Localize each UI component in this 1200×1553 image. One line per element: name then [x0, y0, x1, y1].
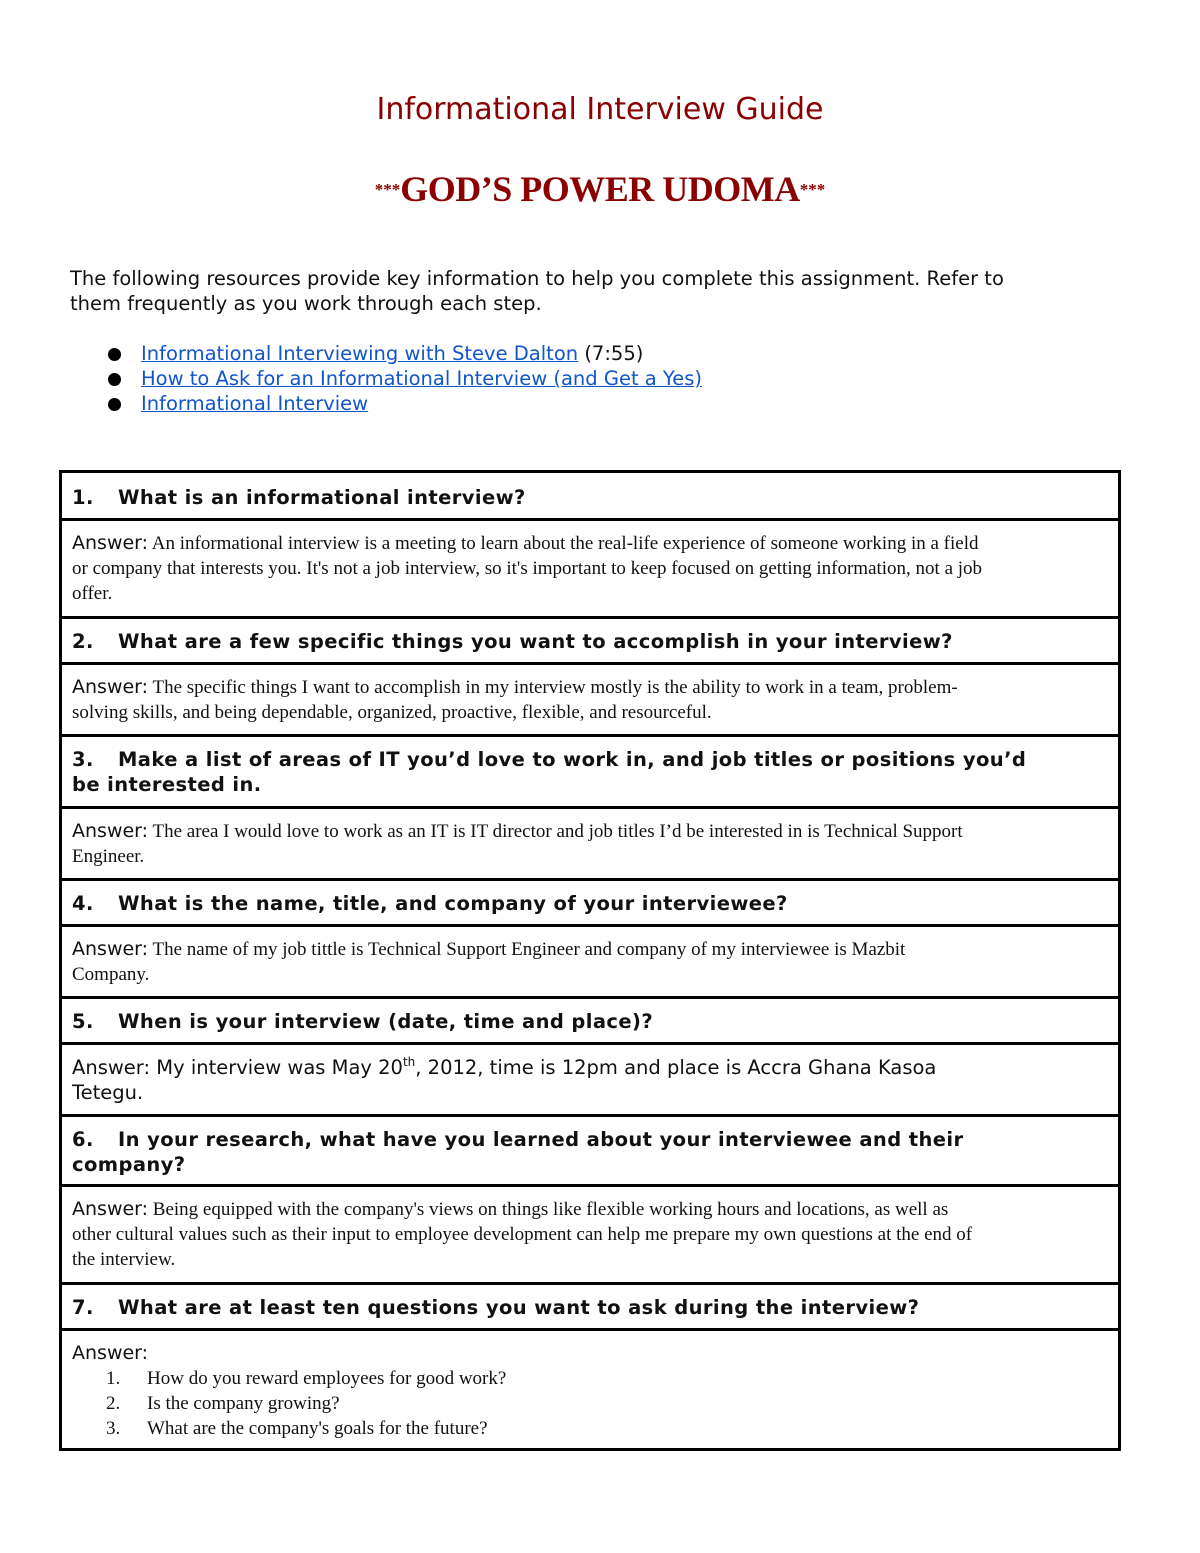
bullet-icon — [108, 398, 121, 411]
answer-1: Answer: An informational interview is a meeting to learn about the real-life experience of someone working in a field or company that interests you. It's not a job interview, so it's important to keep focused on getting information, not a job offer. — [72, 532, 983, 604]
list-item: 3. What are the company's goals for the future? — [106, 1418, 488, 1439]
answer-6: Answer: Being equipped with the company's views on things like flexible working hours and locations, as well as other cultural values such as their input to employee development can help me prepare my own questions at the end of the interview. — [72, 1198, 973, 1270]
resource-item — [108, 391, 702, 416]
intro-paragraph — [70, 266, 1130, 316]
resource-duration: (7:55) — [578, 342, 644, 365]
list-item: 2. Is the company growing? — [106, 1393, 340, 1414]
resource-list — [108, 341, 702, 416]
answer-row-3 — [62, 809, 1118, 881]
intro-line-2: them frequently as you work through each step. — [70, 292, 542, 315]
question-6: 6. In your research, what have you learned about your interviewee and their company? — [72, 1128, 964, 1176]
question-row-1 — [62, 473, 1118, 521]
answer-row-5 — [62, 1045, 1118, 1117]
answer-row-7 — [62, 1331, 1118, 1448]
question-row-4 — [62, 881, 1118, 927]
question-7: 7. What are at least ten questions you want to ask during the interview? — [72, 1296, 920, 1319]
answer-4: Answer: The name of my job tittle is Technical Support Engineer and company of my interviewee is Mazbit Company. — [72, 938, 906, 985]
qa-table — [59, 470, 1121, 1451]
author-stars-left: *** — [374, 180, 401, 199]
author-name-heading — [0, 168, 1200, 210]
resource-item — [108, 366, 702, 391]
question-row-7 — [62, 1285, 1118, 1331]
resource-link-how-to-ask[interactable]: How to Ask for an Informational Interview (and Get a Yes) — [141, 367, 703, 390]
question-2: 2. What are a few specific things you want to accomplish in your interview? — [72, 630, 953, 653]
list-item: 1. How do you reward employees for good work? — [106, 1368, 507, 1389]
question-row-2 — [62, 619, 1118, 665]
resource-link-steve-dalton[interactable]: Informational Interviewing with Steve Dalton — [141, 342, 579, 365]
answer-row-6 — [62, 1187, 1118, 1285]
question-4: 4. What is the name, title, and company of your interviewee? — [72, 892, 788, 915]
question-row-6 — [62, 1117, 1118, 1187]
question-3: 3. Make a list of areas of IT you’d love to work in, and job titles or positions you’d be interested in. — [72, 748, 1027, 796]
resource-item — [108, 341, 702, 366]
question-row-3 — [62, 737, 1118, 809]
question-5: 5. When is your interview (date, time and place)? — [72, 1010, 654, 1033]
interview-questions-list — [72, 1366, 1104, 1441]
author-name: GOD’S POWER UDOMA — [400, 169, 800, 209]
answer-3: Answer: The area I would love to work as an IT is IT director and job titles I’d be interested in is Technical Support Engineer. — [72, 820, 963, 867]
bullet-icon — [108, 373, 121, 386]
answer-row-4 — [62, 927, 1118, 999]
author-stars-right: *** — [799, 180, 826, 199]
answer-row-2 — [62, 665, 1118, 737]
question-1: 1. What is an informational interview? — [72, 486, 526, 509]
bullet-icon — [108, 348, 121, 361]
answer-2: Answer: The specific things I want to accomplish in my interview mostly is the ability to work in a team, problem- solving skills, and being dependable, organized, proactive, flexible, and resourceful. — [72, 676, 958, 723]
resource-link-informational-interview[interactable]: Informational Interview — [141, 392, 369, 415]
answer-row-1 — [62, 521, 1118, 619]
question-row-5 — [62, 999, 1118, 1045]
answer-7: Answer: 1. How do you reward employees for good work? 2. Is the company growing? 3. What are the company's goals for the future? — [72, 1341, 1104, 1441]
document-title: Informational Interview Guide — [376, 92, 824, 127]
answer-5: Answer: My interview was May 20th, 2012, time is 12pm and place is Accra Ghana Kasoa Tetegu. — [72, 1055, 937, 1104]
intro-line-1: The following resources provide key information to help you complete this assignment. Refer to — [70, 267, 1004, 290]
